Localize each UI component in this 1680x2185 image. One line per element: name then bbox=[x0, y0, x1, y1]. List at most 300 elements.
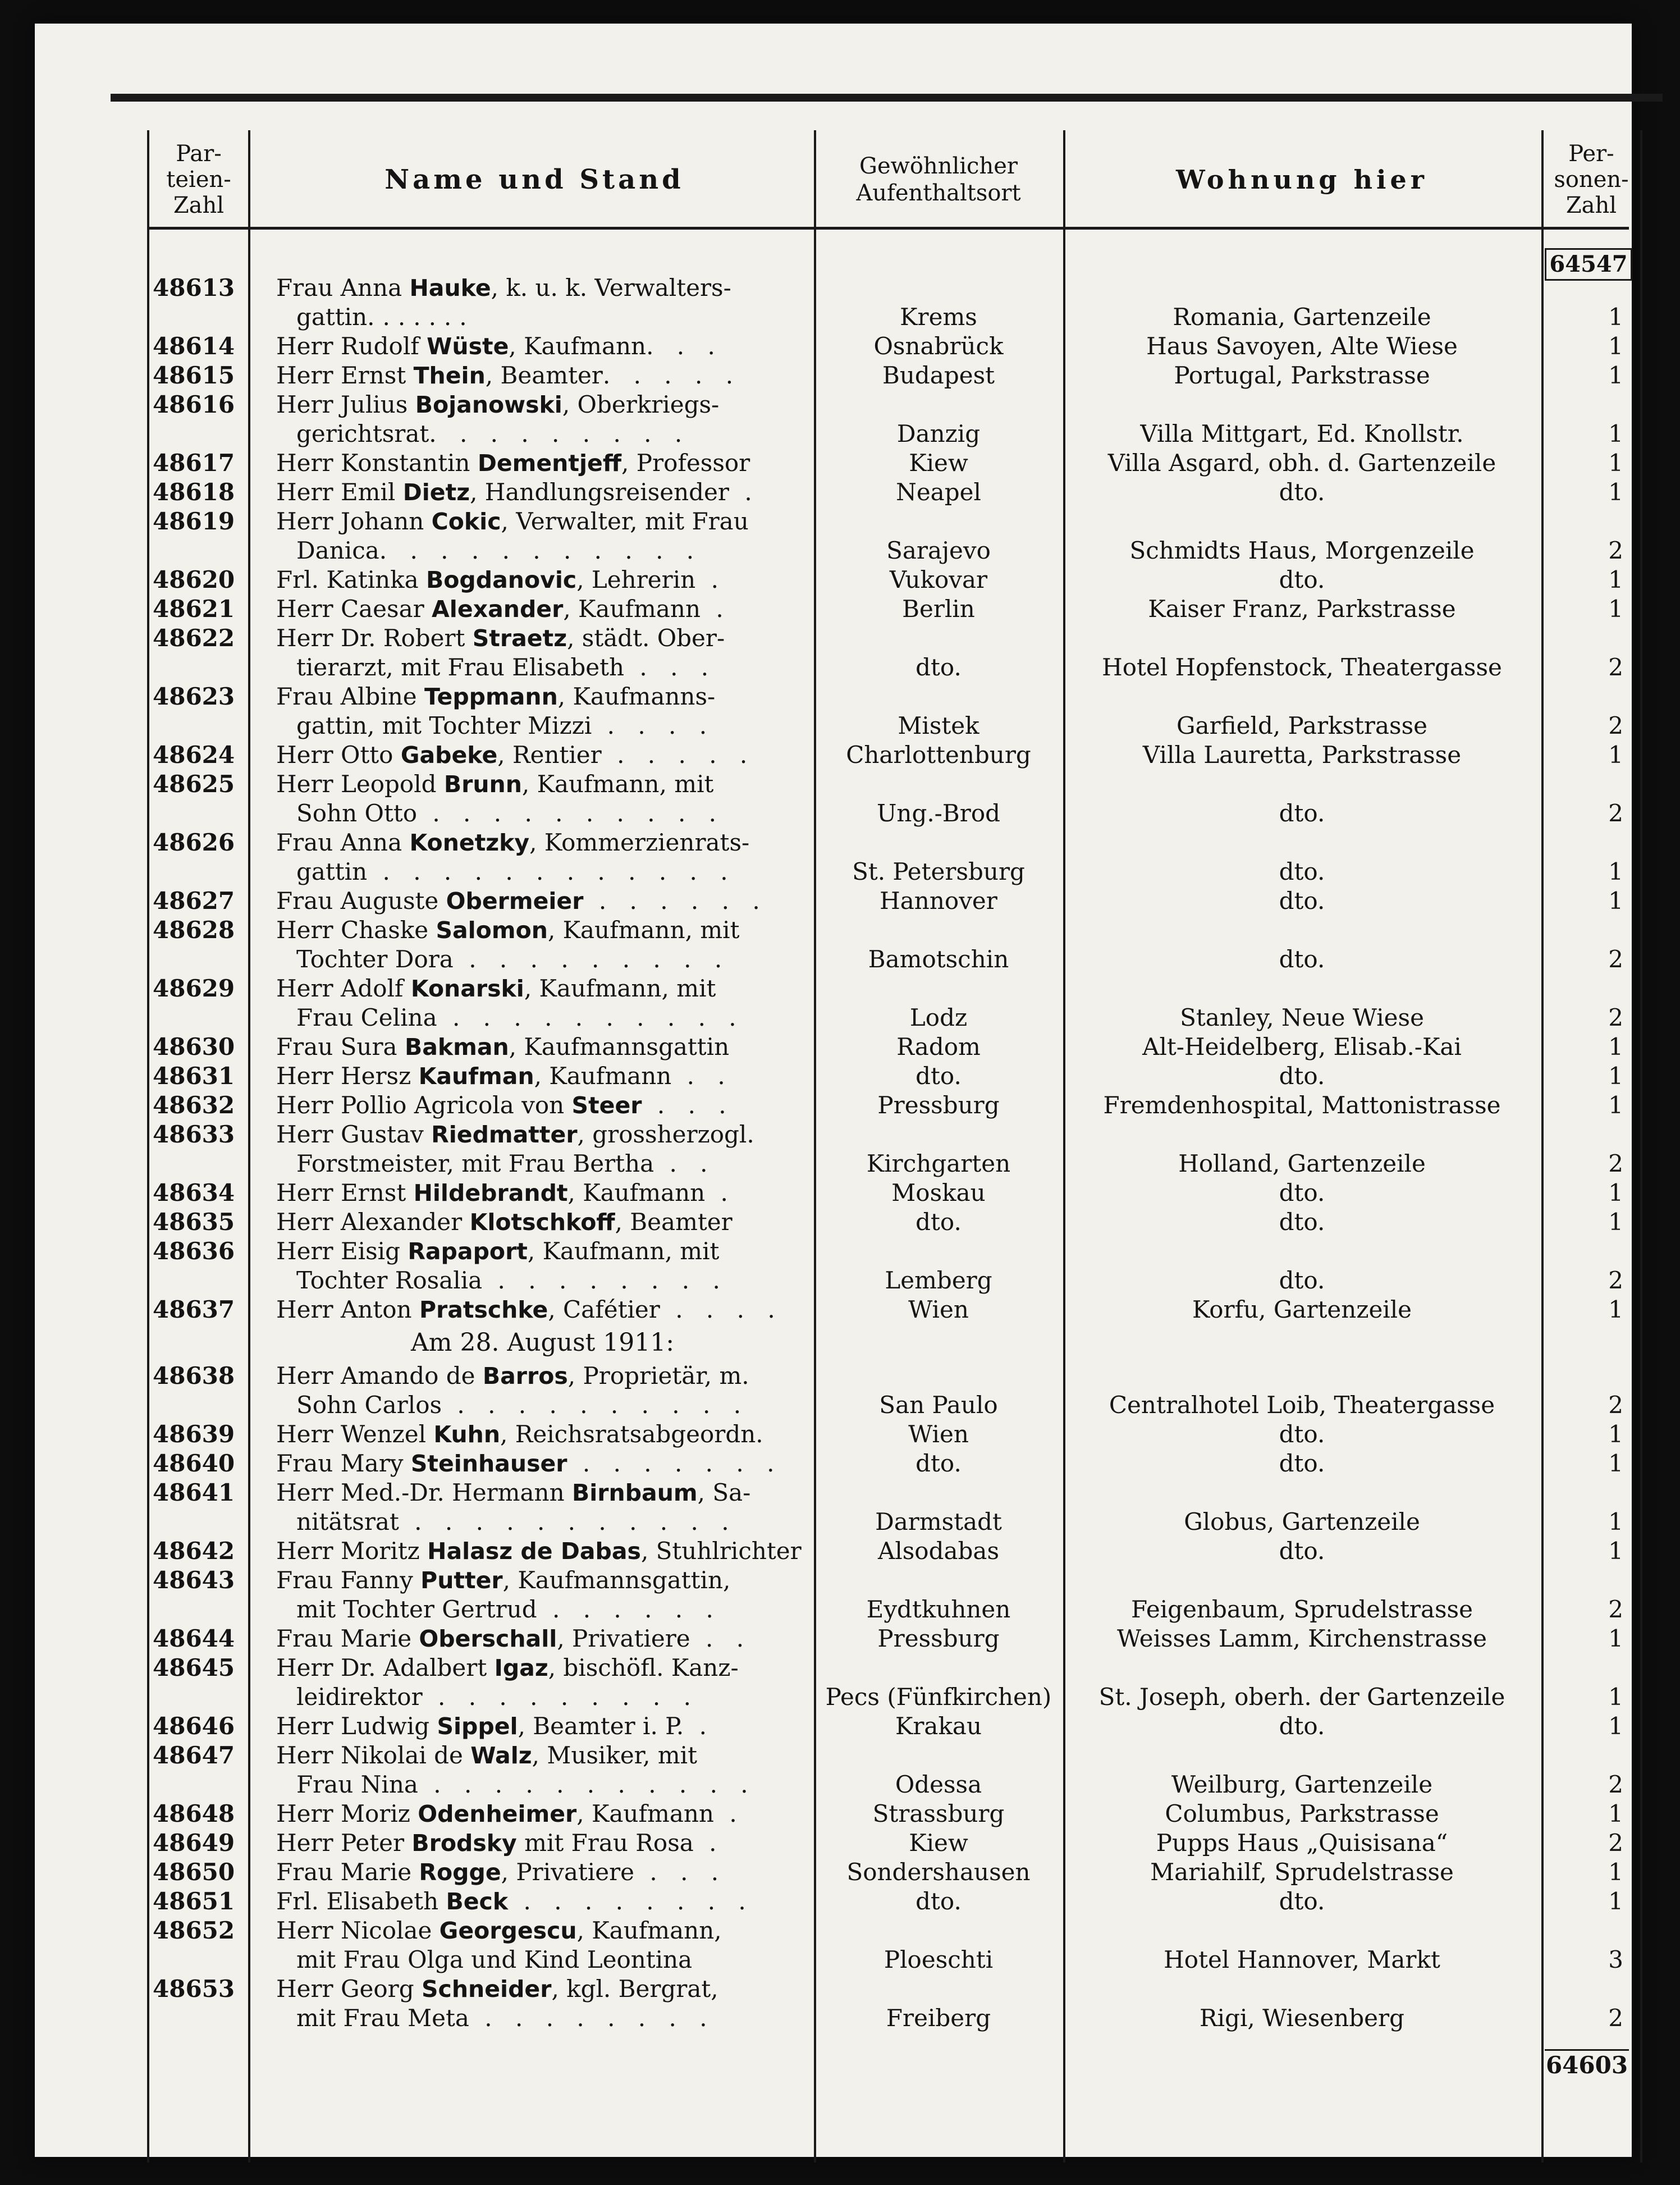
table-row bbox=[153, 974, 1635, 1032]
entries-list bbox=[153, 273, 1635, 2033]
leader-dots: . . . bbox=[624, 653, 717, 681]
parteien-zahl: 48630 bbox=[153, 1033, 235, 1060]
aufenthaltsort: Pressburg bbox=[877, 1091, 1000, 1119]
wohnung-hier: Weisses Lamm, Kirchenstrasse bbox=[1116, 1625, 1487, 1652]
final-total: 64603 bbox=[1545, 2049, 1629, 2080]
wohnung-hier: dto. bbox=[1279, 799, 1325, 827]
personen-zahl: 1 bbox=[1608, 887, 1623, 915]
parteien-zahl: 48653 bbox=[153, 1975, 235, 2003]
top-rule bbox=[111, 94, 1663, 102]
surname: Bakman bbox=[404, 1034, 509, 1060]
parteien-zahl: 48626 bbox=[153, 829, 235, 856]
aufenthaltsort: Pressburg bbox=[877, 1625, 1000, 1652]
parteien-zahl: 48618 bbox=[153, 478, 235, 506]
personen-zahl: 2 bbox=[1608, 2004, 1623, 2032]
carried-total: 64547 bbox=[1545, 248, 1632, 281]
occupation-text: , Kaufmanns- bbox=[557, 683, 716, 710]
aufenthaltsort: St. Petersburg bbox=[852, 858, 1025, 885]
personen-zahl: 1 bbox=[1608, 1450, 1623, 1477]
surname: Rapaport bbox=[408, 1238, 528, 1265]
name-text: gattin, mit Tochter Mizzi bbox=[296, 712, 592, 739]
header-wohnung-hier bbox=[1065, 133, 1539, 226]
table-row bbox=[153, 332, 1635, 361]
leader-dots: . . . . . . . . . . . bbox=[418, 1771, 756, 1798]
header-parteien-zahl bbox=[148, 133, 249, 226]
aufenthaltsort: dto. bbox=[915, 1887, 962, 1915]
leader-dots: . bbox=[705, 1179, 736, 1206]
surname: Barros bbox=[482, 1363, 568, 1389]
table-row bbox=[153, 1974, 1635, 2033]
wohnung-hier: Feigenbaum, Sprudelstrasse bbox=[1131, 1596, 1473, 1623]
parteien-zahl: 48623 bbox=[153, 683, 235, 710]
name-und-stand bbox=[276, 1974, 916, 2004]
personen-zahl: 1 bbox=[1608, 1296, 1623, 1323]
surname: Hildebrandt bbox=[413, 1180, 568, 1206]
table-row bbox=[153, 1237, 1635, 1295]
parteien-zahl: 48613 bbox=[153, 274, 235, 301]
surname: Steer bbox=[571, 1092, 642, 1119]
surname: Pratschke bbox=[419, 1296, 548, 1323]
date-header bbox=[153, 1324, 1635, 1361]
name-text: Herr Leopold bbox=[276, 770, 444, 798]
parteien-zahl: 48641 bbox=[153, 1479, 235, 1506]
leader-dots: . . . . . . bbox=[537, 1596, 721, 1623]
parteien-zahl: 48651 bbox=[153, 1887, 235, 1915]
parteien-zahl: 48632 bbox=[153, 1091, 235, 1119]
surname: Klotschkoff bbox=[469, 1209, 615, 1236]
table-row bbox=[153, 565, 1635, 595]
personen-zahl: 1 bbox=[1608, 741, 1623, 769]
personen-zahl: 2 bbox=[1608, 1596, 1623, 1623]
header-rule bbox=[147, 227, 1629, 230]
surname: Hauke bbox=[409, 275, 491, 301]
name-text: Herr Nicolae bbox=[276, 1917, 440, 1944]
table-row bbox=[153, 740, 1635, 770]
header-wohnung-label: Wohnung hier bbox=[1176, 164, 1428, 195]
leader-dots: . . . . . . bbox=[583, 887, 768, 915]
personen-zahl: 2 bbox=[1608, 799, 1623, 827]
wohnung-hier: Portugal, Parkstrasse bbox=[1174, 362, 1430, 389]
leader-dots: . . . bbox=[634, 1858, 727, 1886]
surname: Cokic bbox=[431, 508, 501, 535]
personen-zahl: 1 bbox=[1608, 1033, 1623, 1060]
personen-zahl: 1 bbox=[1608, 1420, 1623, 1448]
wohnung-hier: Romania, Gartenzeile bbox=[1173, 303, 1431, 331]
name-text: Frl. Katinka bbox=[276, 566, 426, 593]
table-row bbox=[153, 273, 1635, 332]
parteien-zahl: 48647 bbox=[153, 1741, 235, 1769]
name-text: gattin bbox=[296, 858, 368, 885]
leader-dots: . . . . . . . . . . . . bbox=[367, 858, 736, 885]
wohnung-hier: Garfield, Parkstrasse bbox=[1176, 712, 1427, 739]
leader-dots: . . . . . . . . . . . bbox=[399, 1508, 737, 1535]
wohnung-hier: Kaiser Franz, Parkstrasse bbox=[1148, 595, 1456, 623]
table-row bbox=[153, 682, 1635, 740]
parteien-zahl: 48636 bbox=[153, 1237, 235, 1265]
table-row bbox=[153, 1120, 1635, 1178]
surname: Steinhauser bbox=[410, 1450, 567, 1477]
occupation-text: , Kaufmannsgattin, bbox=[502, 1566, 731, 1594]
table-row bbox=[153, 1566, 1635, 1624]
table-row bbox=[153, 1208, 1635, 1237]
surname: Straetz bbox=[472, 625, 567, 652]
table-row bbox=[153, 1537, 1635, 1566]
aufenthaltsort: dto. bbox=[915, 1450, 962, 1477]
name-text: mit Frau Meta bbox=[296, 2004, 469, 2032]
surname: Teppmann bbox=[424, 683, 558, 710]
wohnung-hier: St. Joseph, oberh. der Gartenzeile bbox=[1098, 1683, 1505, 1711]
name-text: gattin bbox=[296, 303, 368, 331]
aufenthaltsort: Lemberg bbox=[885, 1267, 992, 1294]
surname: Dietz bbox=[402, 479, 470, 506]
name-und-stand bbox=[276, 624, 916, 653]
header-aufenthaltsort bbox=[815, 133, 1062, 226]
occupation-text: , Privatiere bbox=[501, 1858, 635, 1886]
personen-zahl: 2 bbox=[1608, 537, 1623, 564]
name-text: Herr Amando de bbox=[276, 1362, 483, 1389]
parteien-zahl: 48631 bbox=[153, 1062, 235, 1090]
table-row bbox=[153, 1032, 1635, 1062]
name-text: Herr Rudolf bbox=[276, 332, 427, 360]
aufenthaltsort: Vukovar bbox=[889, 566, 988, 593]
wohnung-hier: Villa Asgard, obh. d. Gartenzeile bbox=[1107, 449, 1496, 477]
aufenthaltsort: Strassburg bbox=[872, 1800, 1005, 1827]
name-text: Herr Ernst bbox=[276, 362, 414, 389]
table-row bbox=[153, 1712, 1635, 1741]
occupation-text: , k. u. k. Verwalters- bbox=[491, 274, 731, 301]
occupation-text: , Kaufmann, bbox=[576, 1917, 722, 1944]
name-text: Herr Georg bbox=[276, 1975, 422, 2003]
wohnung-hier: Hotel Hannover, Markt bbox=[1164, 1946, 1440, 1973]
aufenthaltsort: Kiew bbox=[909, 449, 968, 477]
table-row bbox=[153, 1916, 1635, 1974]
occupation-text: , Rentier bbox=[497, 741, 602, 769]
parteien-zahl: 48650 bbox=[153, 1858, 235, 1886]
parteien-zahl: 48646 bbox=[153, 1712, 235, 1740]
occupation-text: , Handlungsreisender bbox=[470, 478, 729, 506]
parteien-zahl: 48617 bbox=[153, 449, 235, 477]
header-personen-label: Per- sonen- Zahl bbox=[1554, 140, 1629, 218]
surname: Rogge bbox=[419, 1859, 501, 1886]
header-aufenthalt-label: Gewöhnlicher Aufenthaltsort bbox=[856, 153, 1021, 206]
leader-dots: . . . . . . . . . . bbox=[416, 799, 724, 827]
aufenthaltsort: Hannover bbox=[880, 887, 997, 915]
occupation-text: , Kaufmann bbox=[576, 1800, 714, 1827]
surname: Halasz de Dabas bbox=[427, 1538, 641, 1565]
personen-zahl: 1 bbox=[1608, 332, 1623, 360]
personen-zahl: 2 bbox=[1608, 945, 1623, 973]
name-text: Herr Emil bbox=[276, 478, 403, 506]
header-parteien-label: Par- teien- Zahl bbox=[166, 140, 231, 218]
personen-zahl: 1 bbox=[1608, 1712, 1623, 1740]
table-row bbox=[153, 1478, 1635, 1537]
register-page bbox=[35, 24, 1632, 2157]
wohnung-hier: Villa Lauretta, Parkstrasse bbox=[1142, 741, 1462, 769]
parteien-zahl: 48622 bbox=[153, 624, 235, 652]
aufenthaltsort: San Paulo bbox=[879, 1391, 998, 1419]
occupation-text: , Musiker, mit bbox=[532, 1741, 697, 1769]
table-row bbox=[153, 1295, 1635, 1324]
table-row bbox=[153, 624, 1635, 682]
occupation-text: , Kaufmann, mit bbox=[521, 770, 714, 798]
name-text: Frau Auguste bbox=[276, 887, 446, 915]
name-text: Herr Med.-Dr. Hermann bbox=[276, 1479, 572, 1506]
occupation-text: , Lehrerin bbox=[576, 566, 696, 593]
personen-zahl: 2 bbox=[1608, 1829, 1623, 1857]
name-text: Herr Otto bbox=[276, 741, 401, 769]
leader-dots: . . . . . bbox=[602, 362, 741, 389]
personen-zahl: 2 bbox=[1608, 1391, 1623, 1419]
name-und-stand bbox=[276, 507, 916, 536]
occupation-text: , Kommerzienrats- bbox=[529, 829, 750, 856]
leader-dots: . . . . . . . . . bbox=[422, 1683, 699, 1711]
aufenthaltsort: Bamotschin bbox=[868, 945, 1009, 973]
wohnung-hier: dto. bbox=[1279, 566, 1325, 593]
surname: Dementjeff bbox=[477, 450, 622, 477]
occupation-text: , kgl. Bergrat, bbox=[551, 1975, 718, 2003]
table-row bbox=[153, 1799, 1635, 1829]
aufenthaltsort: Lodz bbox=[909, 1004, 968, 1031]
occupation-text: , Beamter i. P. bbox=[518, 1712, 684, 1740]
name-text: Frl. Elisabeth bbox=[276, 1887, 446, 1915]
aufenthaltsort: Osnabrück bbox=[873, 332, 1004, 360]
personen-zahl: 2 bbox=[1608, 653, 1623, 681]
parteien-zahl: 48629 bbox=[153, 975, 235, 1002]
aufenthaltsort: Budapest bbox=[882, 362, 995, 389]
surname: Odenheimer bbox=[418, 1800, 577, 1827]
personen-zahl: 1 bbox=[1608, 1537, 1623, 1565]
name-text: Herr Hersz bbox=[276, 1062, 419, 1090]
personen-zahl: 1 bbox=[1608, 1208, 1623, 1236]
name-text: Herr Dr. Robert bbox=[276, 624, 473, 652]
wohnung-hier: dto. bbox=[1279, 945, 1325, 973]
leader-dots: . . . . . . . . . bbox=[429, 420, 690, 447]
wohnung-hier: Haus Savoyen, Alte Wiese bbox=[1146, 332, 1458, 360]
parteien-zahl: 48639 bbox=[153, 1420, 235, 1448]
surname: Putter bbox=[420, 1567, 503, 1594]
parteien-zahl: 48635 bbox=[153, 1208, 235, 1236]
aufenthaltsort: Radom bbox=[896, 1033, 981, 1060]
personen-zahl: 2 bbox=[1608, 712, 1623, 739]
name-und-stand bbox=[276, 1237, 916, 1266]
occupation-text: , städt. Ober- bbox=[567, 624, 725, 652]
surname: Kaufman bbox=[418, 1063, 534, 1090]
leader-dots: . bbox=[695, 566, 726, 593]
table-row bbox=[153, 507, 1635, 565]
leader-dots: . . . . . . . bbox=[567, 1450, 782, 1477]
personen-zahl: 1 bbox=[1608, 858, 1623, 885]
aufenthaltsort: Wien bbox=[908, 1420, 969, 1448]
name-und-stand bbox=[276, 828, 916, 857]
surname: Brodsky bbox=[411, 1830, 517, 1857]
wohnung-hier: dto. bbox=[1279, 1062, 1325, 1090]
surname: Walz bbox=[470, 1742, 532, 1769]
name-text: Forstmeister, mit Frau Bertha bbox=[296, 1150, 654, 1177]
occupation-text: , Beamter bbox=[615, 1208, 733, 1236]
wohnung-hier: dto. bbox=[1279, 1887, 1325, 1915]
wohnung-hier: dto. bbox=[1279, 1420, 1325, 1448]
name-text: tierarzt, mit Frau Elisabeth bbox=[296, 653, 625, 681]
name-text: Herr Pollio Agricola von bbox=[276, 1091, 572, 1119]
table-row bbox=[153, 390, 1635, 449]
name-text: Sohn Carlos bbox=[296, 1391, 442, 1419]
leader-dots: . . . bbox=[642, 1091, 734, 1119]
wohnung-hier: Villa Mittgart, Ed. Knollstr. bbox=[1140, 420, 1464, 447]
personen-zahl: 1 bbox=[1608, 1508, 1623, 1535]
parteien-zahl: 48634 bbox=[153, 1179, 235, 1206]
name-text: Herr Anton bbox=[276, 1296, 419, 1323]
name-und-stand bbox=[276, 1478, 916, 1507]
name-text: Frau Albine bbox=[276, 683, 424, 710]
aufenthaltsort: Freiberg bbox=[886, 2004, 991, 2032]
leader-dots: . . . . . . . . . . bbox=[437, 1004, 744, 1031]
leader-dots: . bbox=[713, 1800, 745, 1827]
wohnung-hier: Mariahilf, Sprudelstrasse bbox=[1150, 1858, 1454, 1886]
surname: Obermeier bbox=[446, 888, 584, 915]
leader-dots: . . bbox=[671, 1062, 733, 1090]
table-row bbox=[153, 478, 1635, 507]
aufenthaltsort: Berlin bbox=[902, 595, 975, 623]
occupation-text: , Beamter bbox=[485, 362, 603, 389]
name-und-stand bbox=[276, 1120, 916, 1149]
name-text: Tochter Dora bbox=[296, 945, 454, 973]
name-und-stand bbox=[276, 1653, 916, 1683]
leader-dots: . bbox=[693, 1829, 725, 1857]
parteien-zahl: 48620 bbox=[153, 566, 235, 593]
name-text: Tochter Rosalia bbox=[296, 1267, 483, 1294]
parteien-zahl: 48633 bbox=[153, 1121, 235, 1148]
table-row bbox=[153, 1361, 1635, 1420]
name-und-stand bbox=[276, 390, 916, 419]
surname: Gabeke bbox=[400, 742, 498, 769]
name-text: Frau Celina bbox=[296, 1004, 437, 1031]
aufenthaltsort: Kirchgarten bbox=[866, 1150, 1011, 1177]
aufenthaltsort: Ploeschti bbox=[884, 1946, 994, 1973]
surname: Igaz bbox=[494, 1654, 548, 1681]
table-row bbox=[153, 1858, 1635, 1887]
personen-zahl: 2 bbox=[1608, 1771, 1623, 1798]
name-und-stand bbox=[276, 273, 916, 303]
aufenthaltsort: Darmstadt bbox=[875, 1508, 1002, 1535]
aufenthaltsort: Wien bbox=[908, 1296, 969, 1323]
leader-dots: . bbox=[684, 1712, 715, 1740]
name-und-stand bbox=[276, 1361, 916, 1391]
personen-zahl: 2 bbox=[1608, 1150, 1623, 1177]
wohnung-hier: dto. bbox=[1279, 1450, 1325, 1477]
leader-dots: . . . . . . . . bbox=[508, 1887, 754, 1915]
leader-dots: . . . . . . . . . . . bbox=[379, 537, 702, 564]
table-row bbox=[153, 1091, 1635, 1120]
name-text: Frau Anna bbox=[276, 274, 410, 301]
surname: Salomon bbox=[436, 917, 548, 944]
name-und-stand bbox=[276, 1916, 916, 1945]
leader-dots: . . . . . bbox=[601, 741, 756, 769]
wohnung-hier: Alt-Heidelberg, Elisab.-Kai bbox=[1142, 1033, 1462, 1060]
parteien-zahl: 48615 bbox=[153, 362, 235, 389]
occupation-text: , Kaufmann bbox=[567, 1179, 706, 1206]
name-text: Frau Anna bbox=[276, 829, 410, 856]
wohnung-hier: Columbus, Parkstrasse bbox=[1165, 1800, 1439, 1827]
occupation-text: , Proprietär, m. bbox=[567, 1362, 749, 1389]
wohnung-hier: Hotel Hopfenstock, Theatergasse bbox=[1102, 653, 1502, 681]
column-divider bbox=[1640, 130, 1642, 2163]
parteien-zahl: 48627 bbox=[153, 887, 235, 915]
surname: Oberschall bbox=[419, 1625, 557, 1652]
personen-zahl: 1 bbox=[1608, 449, 1623, 477]
name-text: Frau Mary bbox=[276, 1450, 411, 1477]
occupation-text: , Privatiere bbox=[557, 1625, 690, 1652]
name-und-stand bbox=[276, 682, 916, 711]
name-text: Sohn Otto bbox=[296, 799, 417, 827]
parteien-zahl: 48616 bbox=[153, 391, 235, 418]
aufenthaltsort: Eydtkuhnen bbox=[866, 1596, 1011, 1623]
surname: Brunn bbox=[443, 771, 522, 798]
name-text: leidirektor bbox=[296, 1683, 423, 1711]
name-text: mit Frau Olga und Kind Leontina bbox=[296, 1946, 693, 1973]
name-text: nitätsrat bbox=[296, 1508, 399, 1535]
wohnung-hier: dto. bbox=[1279, 478, 1325, 506]
parteien-zahl: 48640 bbox=[153, 1450, 235, 1477]
personen-zahl: 1 bbox=[1608, 1179, 1623, 1206]
parteien-zahl: 48614 bbox=[153, 332, 235, 360]
occupation-text: , Cafétier bbox=[548, 1296, 660, 1323]
name-text: Herr Johann bbox=[276, 508, 432, 535]
aufenthaltsort: dto. bbox=[915, 653, 962, 681]
wohnung-hier: dto. bbox=[1279, 1179, 1325, 1206]
personen-zahl: 2 bbox=[1608, 1004, 1623, 1031]
occupation-text: , Kaufmann bbox=[563, 595, 701, 623]
surname: Bojanowski bbox=[415, 391, 562, 418]
aufenthaltsort: Odessa bbox=[895, 1771, 982, 1798]
occupation-text: , Kaufmannsgattin bbox=[509, 1033, 730, 1060]
wohnung-hier: Centralhotel Loib, Theatergasse bbox=[1109, 1391, 1495, 1419]
parteien-zahl: 48638 bbox=[153, 1362, 235, 1389]
surname: Wüste bbox=[427, 333, 509, 360]
parteien-zahl: 48648 bbox=[153, 1800, 235, 1827]
parteien-zahl: 48649 bbox=[153, 1829, 235, 1857]
aufenthaltsort: Krems bbox=[900, 303, 977, 331]
aufenthaltsort: dto. bbox=[915, 1208, 962, 1236]
leader-dots: ....... bbox=[367, 303, 475, 331]
aufenthaltsort: dto. bbox=[915, 1062, 962, 1090]
table-row bbox=[153, 1887, 1635, 1916]
name-text: Herr Alexander bbox=[276, 1208, 470, 1236]
name-und-stand bbox=[276, 1741, 916, 1770]
parteien-zahl: 48645 bbox=[153, 1654, 235, 1681]
wohnung-hier: Fremdenhospital, Mattonistrasse bbox=[1103, 1091, 1501, 1119]
header-name-und-stand bbox=[254, 133, 815, 226]
name-text: Herr Nikolai de bbox=[276, 1741, 471, 1769]
name-text: Herr Julius bbox=[276, 391, 415, 418]
name-text: Frau Marie bbox=[276, 1858, 419, 1886]
name-text: Herr Caesar bbox=[276, 595, 432, 623]
wohnung-hier: Globus, Gartenzeile bbox=[1184, 1508, 1420, 1535]
table-row bbox=[153, 1829, 1635, 1858]
parteien-zahl: 48621 bbox=[153, 595, 235, 623]
name-text: Herr Chaske bbox=[276, 916, 436, 944]
wohnung-hier: Korfu, Gartenzeile bbox=[1192, 1296, 1412, 1323]
table-row bbox=[153, 595, 1635, 624]
aufenthaltsort: Pecs (Fünfkirchen) bbox=[825, 1683, 1052, 1711]
surname: Georgescu bbox=[439, 1917, 577, 1944]
personen-zahl: 1 bbox=[1608, 362, 1623, 389]
wohnung-hier: Schmidts Haus, Morgenzeile bbox=[1129, 537, 1475, 564]
wohnung-hier: Stanley, Neue Wiese bbox=[1180, 1004, 1424, 1031]
surname: Sippel bbox=[437, 1713, 518, 1740]
leader-dots: . . . . . . . . . . bbox=[442, 1391, 749, 1419]
personen-zahl: 1 bbox=[1608, 1062, 1623, 1090]
wohnung-hier: dto. bbox=[1279, 1267, 1325, 1294]
